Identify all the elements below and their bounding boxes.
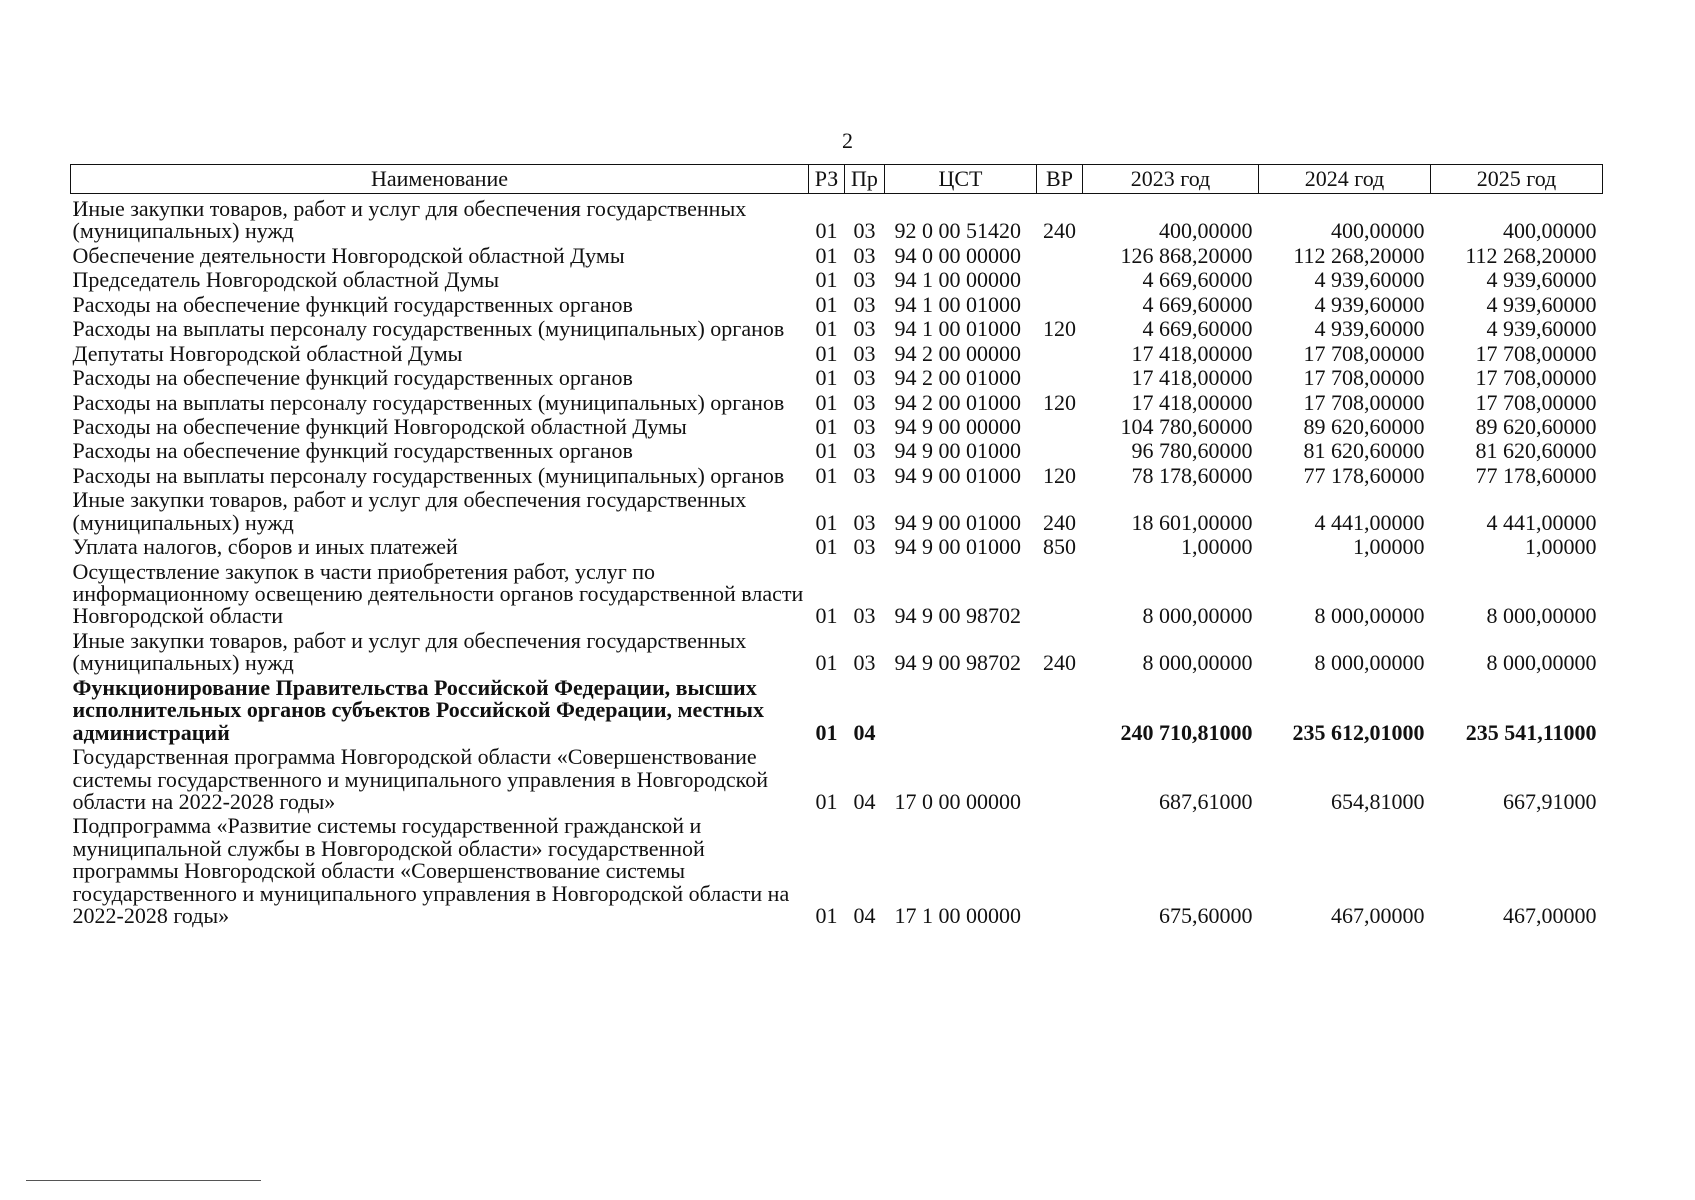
row-cst: 94 2 00 01000 — [894, 365, 1021, 391]
row-cst: 94 1 00 01000 — [894, 316, 1021, 342]
row-cst: 94 1 00 01000 — [894, 291, 1021, 317]
row-value-2023: 675,60000 — [1159, 903, 1253, 929]
row-vr — [1037, 560, 1083, 629]
row-rz: 01 — [815, 650, 838, 676]
row-value-2025: 1,00000 — [1525, 534, 1597, 560]
row-value-2025: 4 939,60000 — [1486, 267, 1597, 293]
row-value-2023: 17 418,00000 — [1131, 365, 1253, 391]
table-row — [71, 317, 1603, 341]
row-cst: 94 9 00 01000 — [894, 509, 1021, 535]
row-value-2025: 17 708,00000 — [1475, 365, 1597, 391]
row-vr — [1037, 342, 1083, 366]
row-pr: 03 — [853, 291, 876, 317]
row-value-2023: 4 669,60000 — [1142, 267, 1253, 293]
row-name: Расходы на обеспечение функций государственных органов — [72, 365, 633, 391]
row-value-2024: 81 620,60000 — [1303, 438, 1425, 464]
table-header-row — [71, 165, 1603, 194]
row-rz: 01 — [815, 603, 838, 629]
row-value-2023: 17 418,00000 — [1131, 340, 1253, 366]
row-value-2024: 8 000,00000 — [1314, 603, 1425, 629]
row-vr — [1037, 415, 1083, 439]
header-name: Наименование — [71, 165, 809, 194]
row-cst: 94 1 00 00000 — [894, 267, 1021, 293]
row-rz: 01 — [815, 509, 838, 535]
row-pr: 03 — [853, 340, 876, 366]
row-value-2023: 400,00000 — [1159, 218, 1253, 244]
table-row — [71, 415, 1603, 439]
row-cst: 94 2 00 00000 — [894, 340, 1021, 366]
row-value-2024: 400,00000 — [1331, 218, 1425, 244]
row-rz: 01 — [815, 267, 838, 293]
row-cst: 94 9 00 98702 — [894, 650, 1021, 676]
row-vr: 240 — [1043, 509, 1076, 535]
table-row — [71, 194, 1603, 244]
row-name: Подпрограмма «Развитие системы государственной гражданской и муниципальной службы в Новгородской области» государственной программы Новгородской области «Совершенствование системы государственного и муниципального управления в Новгородской области на 2022-2028 годы» — [72, 813, 790, 929]
table-row — [71, 814, 1603, 928]
row-rz: 01 — [815, 438, 838, 464]
header-pr: Пр — [845, 165, 885, 194]
row-vr — [1037, 293, 1083, 317]
row-pr: 03 — [853, 603, 876, 629]
row-cst: 94 9 00 98702 — [894, 603, 1021, 629]
row-value-2024: 4 939,60000 — [1314, 316, 1425, 342]
row-value-2023: 17 418,00000 — [1131, 389, 1253, 415]
row-cst — [885, 676, 1037, 745]
row-cst: 94 9 00 01000 — [894, 534, 1021, 560]
row-cst: 94 0 00 00000 — [894, 242, 1021, 268]
row-name: Расходы на выплаты персоналу государственных (муниципальных) органов — [72, 389, 785, 415]
row-name: Председатель Новгородской областной Думы — [72, 267, 499, 293]
header-2024: 2024 год — [1259, 165, 1431, 194]
row-value-2025: 8 000,00000 — [1486, 650, 1597, 676]
row-value-2024: 89 620,60000 — [1303, 413, 1425, 439]
row-pr: 04 — [853, 903, 876, 929]
row-value-2024: 4 939,60000 — [1314, 267, 1425, 293]
table-row — [71, 488, 1603, 535]
row-name: Функционирование Правительства Российской Федерации, высших исполнительных органов субъектов Российской Федерации, местных администраций — [72, 674, 764, 745]
row-vr: 850 — [1043, 534, 1076, 560]
row-value-2023: 1,00000 — [1181, 534, 1253, 560]
row-cst: 94 9 00 00000 — [894, 413, 1021, 439]
row-value-2024: 17 708,00000 — [1303, 389, 1425, 415]
row-vr: 120 — [1043, 316, 1076, 342]
row-rz: 01 — [815, 389, 838, 415]
row-value-2023: 78 178,60000 — [1131, 462, 1253, 488]
row-value-2025: 4 939,60000 — [1486, 291, 1597, 317]
table-row — [71, 560, 1603, 629]
row-rz: 01 — [815, 340, 838, 366]
row-value-2025: 467,00000 — [1503, 903, 1597, 929]
row-pr: 03 — [853, 389, 876, 415]
row-value-2024: 1,00000 — [1353, 534, 1425, 560]
table-row — [71, 342, 1603, 366]
row-value-2024: 112 268,20000 — [1293, 242, 1425, 268]
header-2023: 2023 год — [1083, 165, 1259, 194]
row-vr: 120 — [1043, 462, 1076, 488]
row-pr: 04 — [853, 719, 876, 745]
row-rz: 01 — [815, 316, 838, 342]
row-value-2023: 240 710,81000 — [1120, 719, 1253, 745]
row-name: Государственная программа Новгородской области «Совершенствование системы государственного и муниципального управления в Новгородской области на 2022-2028 годы» — [72, 744, 769, 814]
table-row — [71, 244, 1603, 268]
row-rz: 01 — [815, 462, 838, 488]
row-vr — [1037, 745, 1083, 814]
row-value-2025: 667,91000 — [1503, 788, 1597, 814]
row-vr — [1037, 268, 1083, 292]
row-cst: 94 9 00 01000 — [894, 438, 1021, 464]
row-pr: 03 — [853, 650, 876, 676]
row-pr: 03 — [853, 462, 876, 488]
row-name: Уплата налогов, сборов и иных платежей — [72, 534, 458, 560]
row-name: Депутаты Новгородской областной Думы — [72, 340, 463, 366]
row-value-2024: 4 939,60000 — [1314, 291, 1425, 317]
row-pr: 03 — [853, 534, 876, 560]
row-value-2023: 4 669,60000 — [1142, 291, 1253, 317]
header-rz: РЗ — [809, 165, 845, 194]
row-value-2025: 400,00000 — [1503, 218, 1597, 244]
row-rz: 01 — [815, 903, 838, 929]
row-cst: 94 2 00 01000 — [894, 389, 1021, 415]
row-value-2024: 77 178,60000 — [1303, 462, 1425, 488]
row-value-2023: 8 000,00000 — [1142, 603, 1253, 629]
header-cst: ЦСТ — [885, 165, 1037, 194]
row-rz: 01 — [815, 413, 838, 439]
table-row — [71, 293, 1603, 317]
row-rz: 01 — [815, 719, 838, 745]
row-rz: 01 — [815, 788, 838, 814]
row-pr: 03 — [853, 509, 876, 535]
row-pr: 03 — [853, 413, 876, 439]
table-row — [71, 268, 1603, 292]
row-vr — [1037, 814, 1083, 928]
table-row — [71, 366, 1603, 390]
row-value-2023: 8 000,00000 — [1142, 650, 1253, 676]
row-value-2024: 654,81000 — [1331, 788, 1425, 814]
row-rz: 01 — [815, 365, 838, 391]
row-name: Расходы на выплаты персоналу государственных (муниципальных) органов — [72, 316, 785, 342]
row-pr: 03 — [853, 267, 876, 293]
table-row — [71, 745, 1603, 814]
row-value-2023: 4 669,60000 — [1142, 316, 1253, 342]
row-name: Расходы на обеспечение функций государственных органов — [72, 291, 633, 317]
row-vr — [1037, 244, 1083, 268]
row-value-2025: 89 620,60000 — [1475, 413, 1597, 439]
row-vr — [1037, 676, 1083, 745]
header-vr: ВР — [1037, 165, 1083, 194]
row-value-2023: 96 780,60000 — [1131, 438, 1253, 464]
row-rz: 01 — [815, 291, 838, 317]
table-body — [71, 194, 1603, 929]
row-name: Осуществление закупок в части приобретения работ, услуг по информационному освещению деятельности органов государственной власти Новгородской области — [72, 558, 804, 629]
row-value-2025: 17 708,00000 — [1475, 389, 1597, 415]
row-value-2025: 235 541,11000 — [1465, 719, 1597, 745]
table-row — [71, 676, 1603, 745]
row-name: Иные закупки товаров, работ и услуг для обеспечения государственных (муниципальных) нужд — [72, 627, 747, 676]
row-cst: 17 0 00 00000 — [894, 788, 1021, 814]
row-value-2025: 112 268,20000 — [1465, 242, 1597, 268]
row-value-2023: 687,61000 — [1159, 788, 1253, 814]
row-vr: 240 — [1043, 218, 1076, 244]
table-row — [71, 464, 1603, 488]
row-value-2023: 104 780,60000 — [1120, 413, 1253, 439]
row-name: Иные закупки товаров, работ и услуг для обеспечения государственных (муниципальных) нужд — [72, 487, 747, 535]
row-pr: 03 — [853, 316, 876, 342]
row-value-2025: 8 000,00000 — [1486, 603, 1597, 629]
row-rz: 01 — [815, 534, 838, 560]
row-value-2023: 18 601,00000 — [1131, 509, 1253, 535]
row-value-2025: 77 178,60000 — [1475, 462, 1597, 488]
table-row — [71, 629, 1603, 676]
row-name: Иные закупки товаров, работ и услуг для обеспечения государственных (муниципальных) нужд — [72, 196, 747, 244]
row-pr: 03 — [853, 218, 876, 244]
page-number: 2 — [842, 128, 853, 153]
row-cst: 17 1 00 00000 — [894, 903, 1021, 929]
row-name: Расходы на выплаты персоналу государственных (муниципальных) органов — [72, 462, 785, 488]
row-value-2024: 235 612,01000 — [1292, 719, 1425, 745]
row-name: Обеспечение деятельности Новгородской областной Думы — [72, 242, 625, 268]
row-rz: 01 — [815, 242, 838, 268]
row-name: Расходы на обеспечение функций государственных органов — [72, 438, 633, 464]
row-value-2024: 4 441,00000 — [1314, 509, 1425, 535]
row-vr: 120 — [1043, 389, 1076, 415]
row-cst: 92 0 00 51420 — [894, 218, 1021, 244]
row-value-2025: 4 939,60000 — [1486, 316, 1597, 342]
row-vr: 240 — [1043, 650, 1076, 676]
footer-divider — [26, 1180, 261, 1181]
row-value-2024: 17 708,00000 — [1303, 340, 1425, 366]
row-vr — [1037, 439, 1083, 463]
row-name: Расходы на обеспечение функций Новгородской областной Думы — [72, 413, 687, 439]
row-rz: 01 — [815, 218, 838, 244]
row-value-2025: 17 708,00000 — [1475, 340, 1597, 366]
table-row — [71, 535, 1603, 559]
row-value-2024: 17 708,00000 — [1303, 365, 1425, 391]
row-cst: 94 9 00 01000 — [894, 462, 1021, 488]
table-row — [71, 439, 1603, 463]
row-vr — [1037, 366, 1083, 390]
row-value-2025: 4 441,00000 — [1486, 509, 1597, 535]
row-value-2025: 81 620,60000 — [1475, 438, 1597, 464]
header-2025: 2025 год — [1431, 165, 1603, 194]
row-pr: 03 — [853, 242, 876, 268]
table-row — [71, 391, 1603, 415]
row-value-2024: 8 000,00000 — [1314, 650, 1425, 676]
row-pr: 03 — [853, 365, 876, 391]
budget-table — [70, 164, 1603, 929]
row-value-2024: 467,00000 — [1331, 903, 1425, 929]
row-pr: 03 — [853, 438, 876, 464]
row-value-2023: 126 868,20000 — [1120, 242, 1253, 268]
row-pr: 04 — [853, 788, 876, 814]
